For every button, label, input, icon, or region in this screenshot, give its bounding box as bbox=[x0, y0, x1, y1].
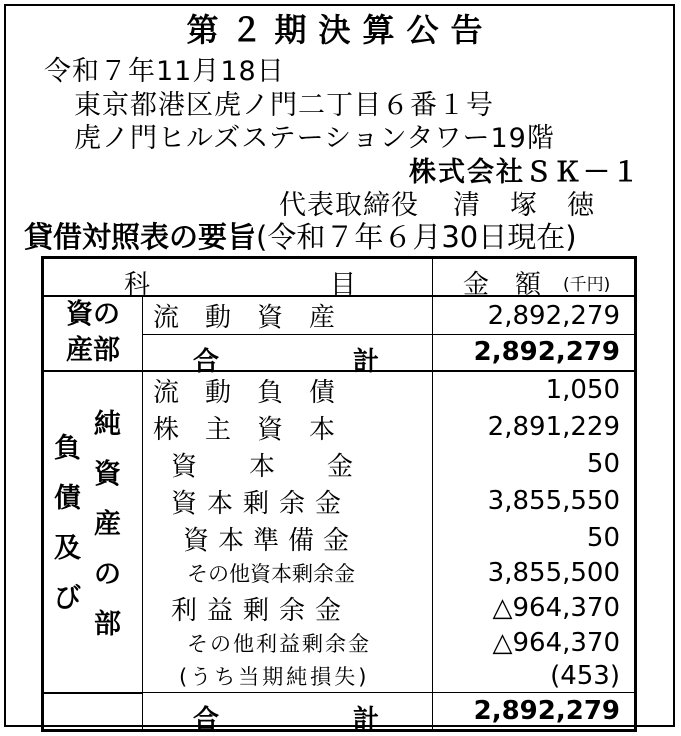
assets-label-line1: 資の bbox=[66, 299, 120, 331]
liabilities-section-label bbox=[43, 371, 143, 693]
notice-title: 第２期決算公告 bbox=[186, 11, 495, 49]
address-line-1: 東京都港区虎ノ門二丁目６番１号 bbox=[74, 90, 494, 121]
row-value: 3,855,500 bbox=[487, 558, 620, 588]
header-amount-cell bbox=[433, 258, 636, 300]
assets-section-label bbox=[43, 296, 143, 371]
assets-total-value: 2,892,279 bbox=[433, 335, 636, 371]
liab-char: 純 bbox=[94, 408, 121, 440]
assets-label-line2: 産部 bbox=[66, 335, 120, 367]
row-label: 株 主 資 本 bbox=[143, 409, 433, 446]
row-label: 資本準備金 bbox=[143, 520, 433, 557]
header-item-left: 科 bbox=[124, 270, 151, 300]
row-label: 利益剰余金 bbox=[143, 590, 433, 627]
row-value: 50 bbox=[586, 449, 620, 479]
address-line-2: 虎ノ門ヒルズステーションタワー19階 bbox=[74, 123, 555, 154]
representative-name: 清塚徳 bbox=[453, 190, 624, 221]
header-amount: 金 額 bbox=[463, 270, 542, 300]
liabilities-total-value: 2,892,279 bbox=[433, 693, 636, 731]
row-value: (453) bbox=[550, 660, 620, 691]
liab-total-left: 合 bbox=[193, 705, 220, 735]
balance-sheet-title: 貸借対照表の要旨 bbox=[24, 220, 257, 254]
liab-char: び bbox=[54, 582, 81, 614]
liabilities-total-row bbox=[43, 693, 636, 731]
liab-label-col1 bbox=[54, 424, 81, 624]
liab-char: の bbox=[94, 558, 121, 590]
assets-total-right: 計 bbox=[353, 347, 380, 377]
table-row bbox=[43, 296, 636, 335]
row-value: 2,892,279 bbox=[487, 300, 620, 331]
row-value: △964,370 bbox=[492, 628, 620, 658]
row-label: その他資本剰余金 bbox=[143, 557, 433, 590]
assets-total-label bbox=[143, 335, 433, 377]
row-value: 1,050 bbox=[433, 371, 636, 409]
liab-total-right: 計 bbox=[353, 705, 380, 735]
balance-sheet-heading bbox=[24, 220, 577, 254]
row-value: 50 bbox=[586, 523, 620, 553]
row-label: 流 動 資 産 bbox=[143, 296, 433, 335]
header-item-right: 目 bbox=[330, 270, 357, 300]
balance-sheet-as-of: (令和７年６月30日現在) bbox=[256, 220, 577, 254]
row-value: 3,855,550 bbox=[487, 486, 620, 516]
row-value: 2,891,229 bbox=[487, 412, 620, 442]
liab-char: 資 bbox=[94, 458, 121, 490]
assets-total-left: 合 bbox=[193, 347, 220, 377]
liab-char: 部 bbox=[94, 608, 121, 640]
liabilities-total-blank bbox=[43, 693, 143, 731]
liab-char: 負 bbox=[54, 432, 81, 464]
row-label: 流 動 負 債 bbox=[143, 371, 433, 409]
liab-char: 及 bbox=[54, 532, 81, 564]
balance-sheet-table bbox=[41, 256, 637, 735]
row-label: 資本剰余金 bbox=[143, 483, 433, 520]
representative-title: 代表取締役 bbox=[279, 190, 419, 221]
liab-char: 産 bbox=[94, 508, 121, 540]
row-label: その他利益剰余金 bbox=[143, 627, 433, 660]
row-label: (うち当期純損失) bbox=[143, 660, 433, 693]
liabilities-total-label bbox=[143, 693, 433, 735]
header-item-cell bbox=[43, 258, 433, 300]
row-value: △964,370 bbox=[492, 593, 620, 623]
header-unit: (千円) bbox=[563, 275, 611, 295]
table-row bbox=[43, 371, 636, 409]
company-name: 株式会社ＳＫ－１ bbox=[409, 157, 641, 188]
table-header-row bbox=[43, 258, 636, 297]
notice-date: 令和７年11月18日 bbox=[44, 56, 285, 87]
row-label: 資 本 金 bbox=[143, 446, 433, 483]
liab-label-col2 bbox=[94, 400, 121, 650]
representative bbox=[279, 192, 624, 219]
liab-char: 債 bbox=[54, 482, 81, 514]
